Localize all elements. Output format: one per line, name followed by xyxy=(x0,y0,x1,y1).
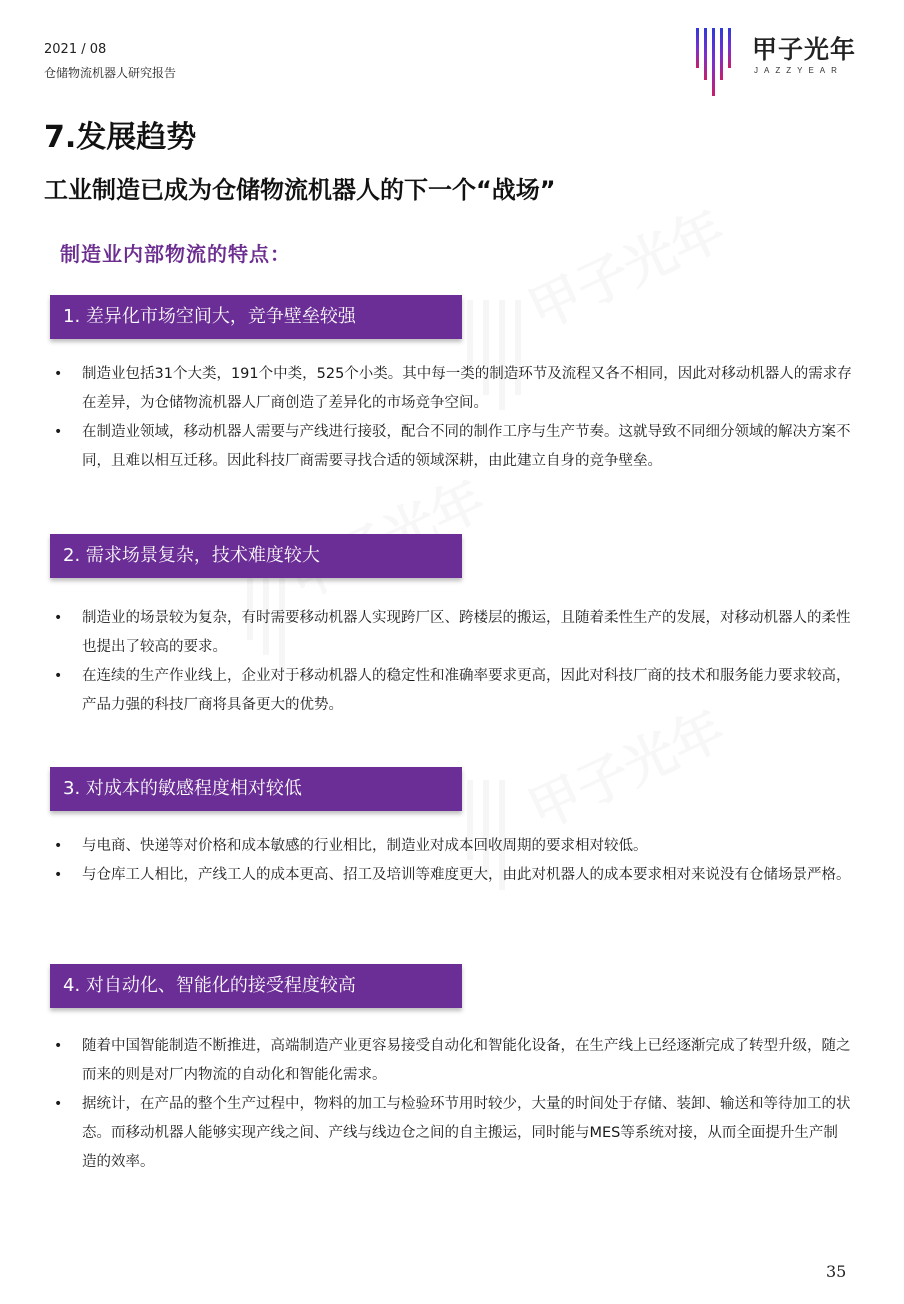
bullet-list-4 xyxy=(52,1032,852,1177)
bullet-icon: • xyxy=(54,610,63,626)
bullet-icon: • xyxy=(54,838,63,854)
bullet-icon: • xyxy=(54,668,63,684)
page-number: 35 xyxy=(826,1262,847,1281)
bullet-icon: • xyxy=(54,1096,63,1112)
list-item xyxy=(52,662,852,720)
list-item xyxy=(52,604,852,662)
list-item xyxy=(52,1032,852,1090)
logo-text-en: JAZZYEAR xyxy=(754,66,843,75)
list-item xyxy=(52,832,852,861)
report-date: 2021 / 08 xyxy=(44,42,107,57)
point-title-3: 3. 对成本的敏感程度相对较低 xyxy=(50,767,462,811)
bullet-icon: • xyxy=(54,867,63,883)
section-title: 7.发展趋势 xyxy=(44,120,197,155)
bullet-list-1 xyxy=(52,360,852,476)
point-title-4: 4. 对自动化、智能化的接受程度较高 xyxy=(50,964,462,1008)
bullet-icon: • xyxy=(54,424,63,440)
bullet-list-3 xyxy=(52,832,852,890)
bullet-icon: • xyxy=(54,366,63,382)
logo-bars-icon xyxy=(694,26,738,96)
svg-text:甲子光年: 甲子光年 xyxy=(520,699,735,842)
list-item xyxy=(52,1090,852,1177)
bullet-text: 在制造业领域，移动机器人需要与产线进行接驳，配合不同的制作工序与生产节奏。这就导致不同细分领域的解决方案不同，且难以相互迁移。因此科技厂商需要寻找合适的领域深耕，由此建立自身的竞争壁垒。 xyxy=(82,424,851,469)
list-item xyxy=(52,360,852,418)
list-item xyxy=(52,861,852,890)
bullet-text: 随着中国智能制造不断推进，高端制造产业更容易接受自动化和智能化设备，在生产线上已经逐渐完成了转型升级，随之而来的则是对厂内物流的自动化和智能化需求。 xyxy=(82,1038,851,1083)
bullet-icon: • xyxy=(54,1038,63,1054)
subheading: 制造业内部物流的特点： xyxy=(60,242,291,266)
list-item xyxy=(52,418,852,476)
logo-text-cn: 甲子光年 xyxy=(752,35,857,64)
bullet-text: 与仓库工人相比，产线工人的成本更高、招工及培训等难度更大，由此对机器人的成本要求相对来说没有仓储场景严格。 xyxy=(82,867,851,883)
bullet-text: 与电商、快递等对价格和成本敏感的行业相比，制造业对成本回收周期的要求相对较低。 xyxy=(82,838,648,854)
brand-logo xyxy=(694,26,864,96)
svg-text:甲子光年: 甲子光年 xyxy=(520,199,735,342)
bullet-text: 在连续的生产作业线上，企业对于移动机器人的稳定性和准确率要求更高，因此对科技厂商的技术和服务能力要求较高，产品力强的科技厂商将具备更大的优势。 xyxy=(82,668,851,713)
report-title: 仓储物流机器人研究报告 xyxy=(44,66,177,80)
page-headline: 工业制造已成为仓储物流机器人的下一个“战场” xyxy=(44,176,556,204)
bullet-text: 制造业的场景较为复杂，有时需要移动机器人实现跨厂区、跨楼层的搬运，且随着柔性生产的发展，对移动机器人的柔性也提出了较高的要求。 xyxy=(82,610,851,655)
bullet-text: 据统计，在产品的整个生产过程中，物料的加工与检验环节用时较少，大量的时间处于存储、装卸、输送和等待加工的状态。而移动机器人能够实现产线之间、产线与线边仓之间的自主搬运，同时能与MES等系统对接，从而全面提升生产制造的效率。 xyxy=(82,1096,851,1170)
point-title-1: 1. 差异化市场空间大，竞争壁垒较强 xyxy=(50,295,462,339)
bullet-text: 制造业包括31个大类，191个中类，525个小类。其中每一类的制造环节及流程又各不相同，因此对移动机器人的需求存在差异，为仓储物流机器人厂商创造了差异化的市场竞争空间。 xyxy=(82,366,852,411)
point-title-2: 2. 需求场景复杂，技术难度较大 xyxy=(50,534,462,578)
bullet-list-2 xyxy=(52,604,852,720)
